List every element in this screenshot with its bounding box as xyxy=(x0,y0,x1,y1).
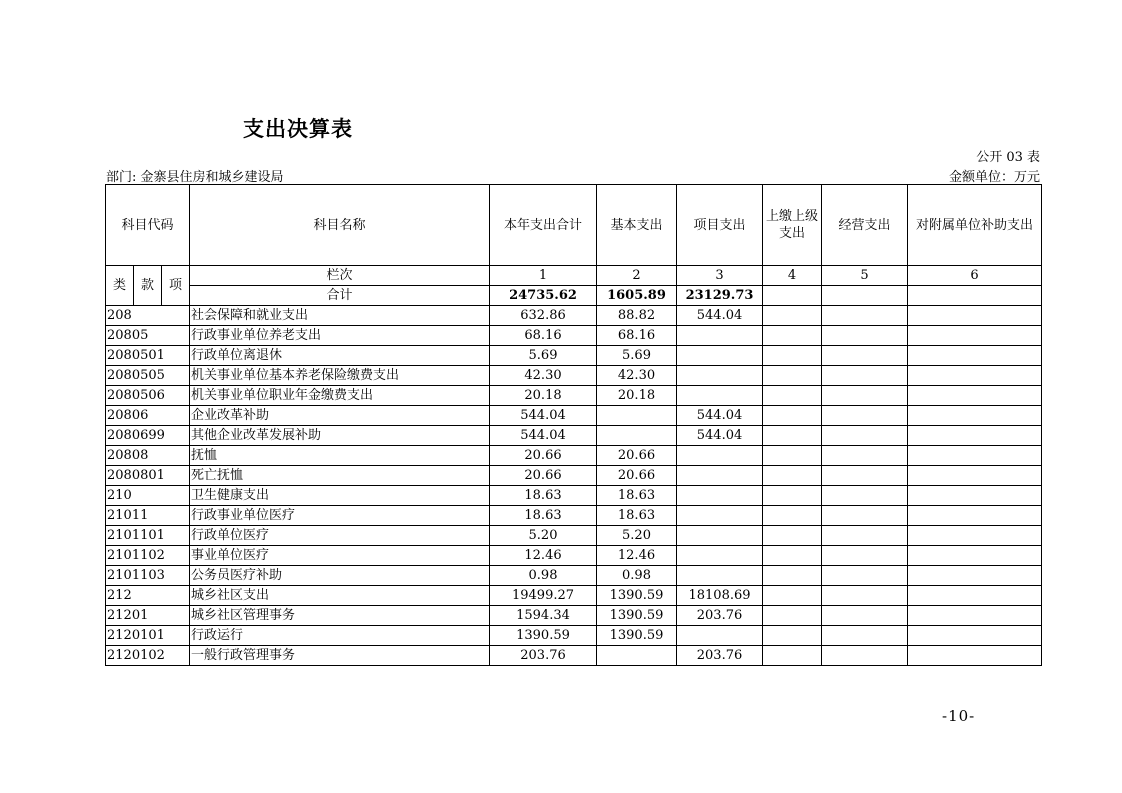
row-total-expenditure: 0.98 xyxy=(490,566,597,586)
column-index-3: 3 xyxy=(677,266,763,286)
row-total-expenditure: 20.66 xyxy=(490,446,597,466)
row-project-expenditure: 203.76 xyxy=(677,606,763,626)
row-remit-to-superior xyxy=(763,426,822,446)
row-operating-expenditure xyxy=(822,526,908,546)
total-value-1: 24735.62 xyxy=(490,286,597,306)
row-basic-expenditure: 1390.59 xyxy=(597,626,677,646)
row-remit-to-superior xyxy=(763,526,822,546)
row-project-expenditure xyxy=(677,466,763,486)
row-remit-to-superior xyxy=(763,326,822,346)
header-kuan: 款 xyxy=(134,266,162,306)
row-remit-to-superior xyxy=(763,386,822,406)
row-project-expenditure xyxy=(677,346,763,366)
amount-unit-label: 金额单位：万元 xyxy=(948,170,1040,185)
table-row xyxy=(106,466,1042,486)
row-subsidiary-subsidy xyxy=(908,626,1042,646)
row-remit-to-superior xyxy=(763,486,822,506)
department-label: 部门: 金寨县住房和城乡建设局 xyxy=(106,170,284,185)
row-basic-expenditure: 68.16 xyxy=(597,326,677,346)
row-operating-expenditure xyxy=(822,486,908,506)
row-basic-expenditure: 5.20 xyxy=(597,526,677,546)
row-code: 212 xyxy=(106,586,190,606)
row-project-expenditure xyxy=(677,386,763,406)
row-remit-to-superior xyxy=(763,446,822,466)
column-index-4: 4 xyxy=(763,266,822,286)
row-project-expenditure xyxy=(677,546,763,566)
total-row xyxy=(106,286,1042,306)
row-name: 行政事业单位养老支出 xyxy=(190,326,490,346)
row-basic-expenditure xyxy=(597,646,677,666)
page-number: -10- xyxy=(942,707,976,725)
row-basic-expenditure: 88.82 xyxy=(597,306,677,326)
header-remit-to-superior: 上缴上级支出 xyxy=(763,185,822,266)
row-total-expenditure: 20.66 xyxy=(490,466,597,486)
row-total-expenditure: 18.63 xyxy=(490,506,597,526)
row-remit-to-superior xyxy=(763,346,822,366)
row-name: 死亡抚恤 xyxy=(190,466,490,486)
row-code: 21011 xyxy=(106,506,190,526)
table-row xyxy=(106,306,1042,326)
table-row xyxy=(106,486,1042,506)
row-remit-to-superior xyxy=(763,566,822,586)
row-basic-expenditure xyxy=(597,406,677,426)
table-row xyxy=(106,646,1042,666)
row-operating-expenditure xyxy=(822,346,908,366)
row-project-expenditure xyxy=(677,446,763,466)
table-row xyxy=(106,526,1042,546)
row-total-expenditure: 20.18 xyxy=(490,386,597,406)
header-row xyxy=(106,185,1042,266)
table-row xyxy=(106,546,1042,566)
row-name: 行政事业单位医疗 xyxy=(190,506,490,526)
table-row xyxy=(106,606,1042,626)
row-project-expenditure: 203.76 xyxy=(677,646,763,666)
row-code: 210 xyxy=(106,486,190,506)
row-code: 2101101 xyxy=(106,526,190,546)
column-index-1: 1 xyxy=(490,266,597,286)
row-code: 20805 xyxy=(106,326,190,346)
row-name: 一般行政管理事务 xyxy=(190,646,490,666)
row-total-expenditure: 1390.59 xyxy=(490,626,597,646)
row-remit-to-superior xyxy=(763,406,822,426)
row-basic-expenditure: 0.98 xyxy=(597,566,677,586)
total-value-5 xyxy=(822,286,908,306)
row-total-expenditure: 544.04 xyxy=(490,406,597,426)
row-basic-expenditure xyxy=(597,426,677,446)
row-name: 事业单位医疗 xyxy=(190,546,490,566)
table-row xyxy=(106,566,1042,586)
row-operating-expenditure xyxy=(822,446,908,466)
row-project-expenditure xyxy=(677,526,763,546)
header-project-expenditure: 项目支出 xyxy=(677,185,763,266)
row-subsidiary-subsidy xyxy=(908,346,1042,366)
row-name: 城乡社区管理事务 xyxy=(190,606,490,626)
row-basic-expenditure: 42.30 xyxy=(597,366,677,386)
row-project-expenditure: 544.04 xyxy=(677,406,763,426)
header-code: 科目代码 xyxy=(106,185,190,266)
row-name: 其他企业改革发展补助 xyxy=(190,426,490,446)
row-basic-expenditure: 1390.59 xyxy=(597,586,677,606)
row-subsidiary-subsidy xyxy=(908,606,1042,626)
row-code: 2080505 xyxy=(106,366,190,386)
column-index-5: 5 xyxy=(822,266,908,286)
row-operating-expenditure xyxy=(822,626,908,646)
table-row xyxy=(106,446,1042,466)
row-name: 城乡社区支出 xyxy=(190,586,490,606)
row-total-expenditure: 203.76 xyxy=(490,646,597,666)
header-total-expenditure: 本年支出合计 xyxy=(490,185,597,266)
header-operating-expenditure: 经营支出 xyxy=(822,185,908,266)
column-index-6: 6 xyxy=(908,266,1042,286)
row-basic-expenditure: 18.63 xyxy=(597,506,677,526)
total-label: 合计 xyxy=(190,286,490,306)
row-operating-expenditure xyxy=(822,566,908,586)
row-operating-expenditure xyxy=(822,606,908,626)
row-code: 2080506 xyxy=(106,386,190,406)
header-xiang: 项 xyxy=(162,266,190,306)
row-total-expenditure: 5.69 xyxy=(490,346,597,366)
row-remit-to-superior xyxy=(763,546,822,566)
row-project-expenditure xyxy=(677,626,763,646)
row-project-expenditure: 18108.69 xyxy=(677,586,763,606)
row-code: 2120102 xyxy=(106,646,190,666)
row-remit-to-superior xyxy=(763,606,822,626)
row-subsidiary-subsidy xyxy=(908,486,1042,506)
table-row xyxy=(106,506,1042,526)
row-name: 公务员医疗补助 xyxy=(190,566,490,586)
row-total-expenditure: 1594.34 xyxy=(490,606,597,626)
row-total-expenditure: 68.16 xyxy=(490,326,597,346)
row-remit-to-superior xyxy=(763,306,822,326)
row-subsidiary-subsidy xyxy=(908,586,1042,606)
row-operating-expenditure xyxy=(822,326,908,346)
row-code: 2120101 xyxy=(106,626,190,646)
total-value-3: 23129.73 xyxy=(677,286,763,306)
row-subsidiary-subsidy xyxy=(908,366,1042,386)
row-remit-to-superior xyxy=(763,586,822,606)
row-project-expenditure xyxy=(677,506,763,526)
row-subsidiary-subsidy xyxy=(908,646,1042,666)
row-code: 20808 xyxy=(106,446,190,466)
row-project-expenditure xyxy=(677,366,763,386)
row-name: 抚恤 xyxy=(190,446,490,466)
row-subsidiary-subsidy xyxy=(908,466,1042,486)
row-subsidiary-subsidy xyxy=(908,426,1042,446)
row-total-expenditure: 12.46 xyxy=(490,546,597,566)
row-basic-expenditure: 1390.59 xyxy=(597,606,677,626)
row-remit-to-superior xyxy=(763,646,822,666)
row-subsidiary-subsidy xyxy=(908,526,1042,546)
total-value-2: 1605.89 xyxy=(597,286,677,306)
row-remit-to-superior xyxy=(763,506,822,526)
row-code: 2080699 xyxy=(106,426,190,446)
header-basic-expenditure: 基本支出 xyxy=(597,185,677,266)
row-remit-to-superior xyxy=(763,626,822,646)
row-subsidiary-subsidy xyxy=(908,446,1042,466)
row-total-expenditure: 19499.27 xyxy=(490,586,597,606)
row-name: 行政单位医疗 xyxy=(190,526,490,546)
row-project-expenditure xyxy=(677,566,763,586)
row-operating-expenditure xyxy=(822,506,908,526)
header-lei: 类 xyxy=(106,266,134,306)
row-code: 2080501 xyxy=(106,346,190,366)
table-row xyxy=(106,326,1042,346)
row-basic-expenditure: 12.46 xyxy=(597,546,677,566)
row-basic-expenditure: 20.18 xyxy=(597,386,677,406)
table-row xyxy=(106,586,1042,606)
row-subsidiary-subsidy xyxy=(908,566,1042,586)
row-remit-to-superior xyxy=(763,466,822,486)
column-index-2: 2 xyxy=(597,266,677,286)
table-row xyxy=(106,426,1042,446)
form-number: 公开 03 表 xyxy=(976,150,1040,165)
row-name: 机关事业单位职业年金缴费支出 xyxy=(190,386,490,406)
row-code: 2101102 xyxy=(106,546,190,566)
table-row xyxy=(106,386,1042,406)
row-operating-expenditure xyxy=(822,366,908,386)
row-name: 企业改革补助 xyxy=(190,406,490,426)
row-basic-expenditure: 5.69 xyxy=(597,346,677,366)
row-code: 2080801 xyxy=(106,466,190,486)
header-lanci: 栏次 xyxy=(190,266,490,286)
row-subsidiary-subsidy xyxy=(908,386,1042,406)
header-subsidiary-subsidy: 对附属单位补助支出 xyxy=(908,185,1042,266)
row-operating-expenditure xyxy=(822,306,908,326)
row-name: 社会保障和就业支出 xyxy=(190,306,490,326)
row-name: 行政单位离退休 xyxy=(190,346,490,366)
row-basic-expenditure: 20.66 xyxy=(597,466,677,486)
row-project-expenditure xyxy=(677,486,763,506)
row-name: 机关事业单位基本养老保险缴费支出 xyxy=(190,366,490,386)
row-total-expenditure: 632.86 xyxy=(490,306,597,326)
row-subsidiary-subsidy xyxy=(908,306,1042,326)
row-code: 2101103 xyxy=(106,566,190,586)
row-total-expenditure: 42.30 xyxy=(490,366,597,386)
row-operating-expenditure xyxy=(822,406,908,426)
row-code: 21201 xyxy=(106,606,190,626)
row-operating-expenditure xyxy=(822,466,908,486)
row-operating-expenditure xyxy=(822,646,908,666)
table-row xyxy=(106,366,1042,386)
row-subsidiary-subsidy xyxy=(908,406,1042,426)
table-row xyxy=(106,406,1042,426)
total-value-6 xyxy=(908,286,1042,306)
total-value-4 xyxy=(763,286,822,306)
row-operating-expenditure xyxy=(822,546,908,566)
column-index-row xyxy=(106,266,1042,286)
row-project-expenditure: 544.04 xyxy=(677,426,763,446)
row-total-expenditure: 5.20 xyxy=(490,526,597,546)
row-basic-expenditure: 20.66 xyxy=(597,446,677,466)
header-name: 科目名称 xyxy=(190,185,490,266)
row-operating-expenditure xyxy=(822,426,908,446)
page-title: 支出决算表 xyxy=(243,117,353,141)
row-operating-expenditure xyxy=(822,386,908,406)
row-remit-to-superior xyxy=(763,366,822,386)
row-name: 卫生健康支出 xyxy=(190,486,490,506)
row-project-expenditure: 544.04 xyxy=(677,306,763,326)
row-subsidiary-subsidy xyxy=(908,506,1042,526)
row-basic-expenditure: 18.63 xyxy=(597,486,677,506)
row-code: 20806 xyxy=(106,406,190,426)
row-project-expenditure xyxy=(677,326,763,346)
row-total-expenditure: 18.63 xyxy=(490,486,597,506)
expenditure-table xyxy=(105,184,1042,666)
row-code: 208 xyxy=(106,306,190,326)
row-subsidiary-subsidy xyxy=(908,326,1042,346)
row-total-expenditure: 544.04 xyxy=(490,426,597,446)
row-subsidiary-subsidy xyxy=(908,546,1042,566)
row-operating-expenditure xyxy=(822,586,908,606)
table-row xyxy=(106,346,1042,366)
table-row xyxy=(106,626,1042,646)
row-name: 行政运行 xyxy=(190,626,490,646)
